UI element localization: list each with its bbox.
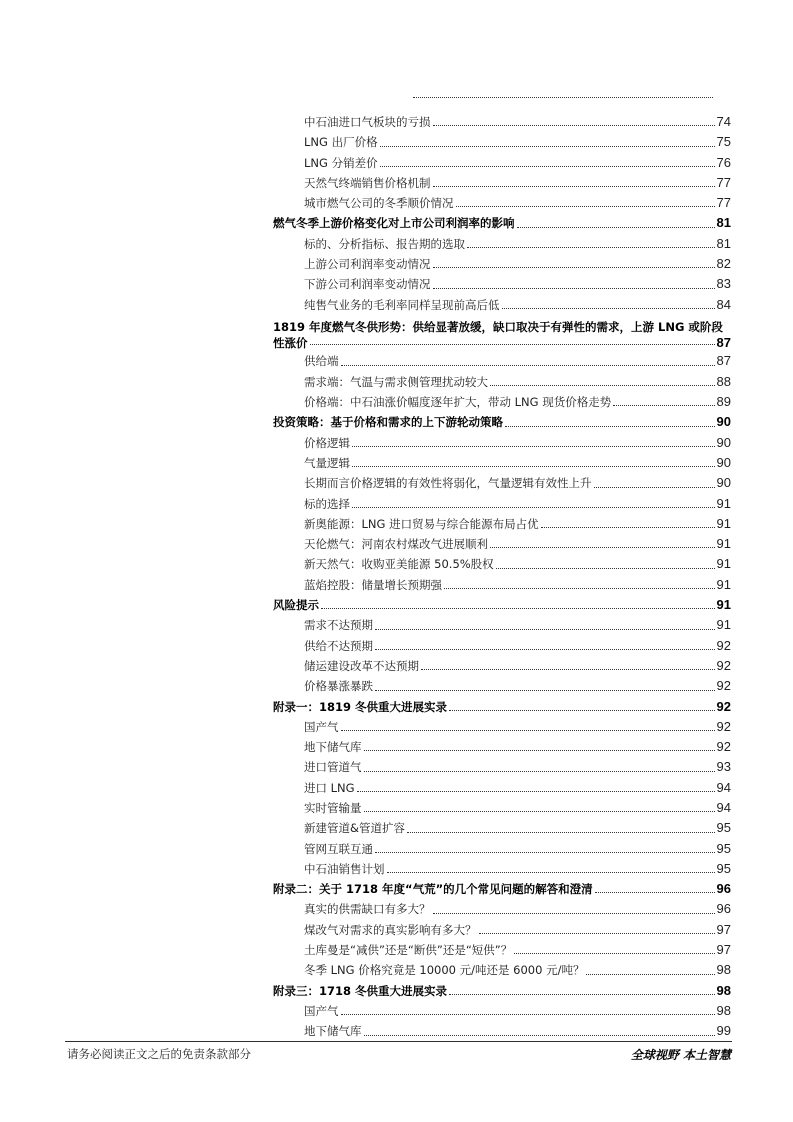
dot-leader xyxy=(352,446,715,447)
toc-entry-title: 国产气 xyxy=(304,719,339,734)
toc-section-entry[interactable] xyxy=(273,697,731,717)
toc-page-number: 90 xyxy=(716,454,731,470)
toc-entry-title: 附录一：1819 冬供重大进展实录 xyxy=(273,699,448,714)
toc-subsection-entry[interactable] xyxy=(273,798,731,818)
toc-entry-title: 真实的供需缺口有多大？ xyxy=(304,902,431,917)
dot-leader xyxy=(364,750,715,751)
toc-subsection-entry[interactable] xyxy=(273,254,731,274)
toc-entry-title: 供给端 xyxy=(304,354,339,369)
toc-subsection-entry[interactable] xyxy=(273,717,731,737)
toc-page-number: 91 xyxy=(716,515,731,531)
toc-entry-title: 冬季 LNG 价格究竟是 10000 元/吨还是 6000 元/吨？ xyxy=(304,963,585,978)
table-of-contents xyxy=(273,112,731,1042)
dot-leader xyxy=(375,690,715,691)
dot-leader xyxy=(341,365,715,366)
toc-entry-title: 国产气 xyxy=(304,1003,339,1018)
toc-page-number: 91 xyxy=(716,576,731,592)
toc-entry-title: 中石油销售计划 xyxy=(304,861,385,876)
toc-page-number: 98 xyxy=(716,962,731,978)
toc-page-number: 92 xyxy=(716,657,731,673)
toc-subsection-entry[interactable] xyxy=(273,112,731,132)
toc-subsection-entry[interactable] xyxy=(273,392,731,412)
toc-page-number: 90 xyxy=(716,475,731,491)
toc-section-entry[interactable] xyxy=(273,213,731,233)
toc-entry-title: 价格逻辑 xyxy=(304,435,350,450)
toc-subsection-entry[interactable] xyxy=(273,132,731,152)
toc-entry-title: 燃气冬季上游价格变化对上市公司利润率的影响 xyxy=(273,216,515,231)
dot-leader xyxy=(341,1014,715,1015)
footer-disclaimer: 请务必阅读正文之后的免责条款部分 xyxy=(67,1047,251,1061)
toc-page-number: 87 xyxy=(716,335,731,351)
dot-leader xyxy=(364,811,715,812)
toc-section-entry[interactable] xyxy=(273,412,731,432)
dot-leader xyxy=(541,527,715,528)
dot-leader xyxy=(380,166,715,167)
toc-entry-title: 煤改气对需求的真实影响有多大？ xyxy=(304,922,477,937)
toc-subsection-entry[interactable] xyxy=(273,757,731,777)
toc-entry-title: 上游公司利润率变动情况 xyxy=(304,257,431,272)
toc-entry-title: 投资策略：基于价格和需求的上下游轮动策略 xyxy=(273,415,503,430)
dot-leader xyxy=(352,466,715,467)
toc-subsection-entry[interactable] xyxy=(273,656,731,676)
dot-leader xyxy=(505,426,715,427)
toc-page-number: 75 xyxy=(716,134,731,150)
dot-leader xyxy=(364,771,715,772)
toc-entry-title: 地下储气库 xyxy=(304,1024,362,1039)
toc-page-number: 94 xyxy=(716,800,731,815)
dot-leader xyxy=(502,308,715,309)
toc-page-number: 92 xyxy=(716,678,731,694)
toc-entry-title: 需求端：气温与需求侧管理扰动较大 xyxy=(304,374,488,389)
toc-entry-title: 标的选择 xyxy=(304,496,350,511)
toc-subsection-entry[interactable] xyxy=(273,193,731,213)
dot-leader xyxy=(517,227,715,228)
toc-subsection-entry[interactable] xyxy=(273,173,731,193)
toc-subsection-entry[interactable] xyxy=(273,234,731,254)
toc-section-entry[interactable] xyxy=(273,595,731,615)
toc-subsection-entry[interactable] xyxy=(273,514,731,534)
toc-subsection-entry[interactable] xyxy=(273,372,731,392)
toc-page-number: 87 xyxy=(716,353,731,369)
toc-subsection-entry[interactable] xyxy=(273,534,731,554)
dot-leader xyxy=(444,588,715,589)
footer-divider xyxy=(65,1041,732,1042)
toc-entry-title: 下游公司利润率变动情况 xyxy=(304,277,431,292)
toc-page-number: 81 xyxy=(716,235,731,251)
toc-subsection-entry[interactable] xyxy=(273,453,731,473)
dot-leader xyxy=(375,629,715,630)
toc-entry-title: 价格端：中石油涨价幅度逐年扩大，带动 LNG 现货价格走势 xyxy=(304,395,612,410)
toc-subsection-entry[interactable] xyxy=(273,818,731,838)
dot-leader xyxy=(594,487,715,488)
toc-entry-title: LNG 出厂价格 xyxy=(304,135,378,150)
toc-entry-title: 纯售气业务的毛利率同样呈现前高后低 xyxy=(304,297,500,312)
toc-subsection-entry[interactable] xyxy=(273,433,731,453)
dot-leader xyxy=(341,730,715,731)
toc-subsection-entry[interactable] xyxy=(273,899,731,919)
dot-leader xyxy=(433,125,715,126)
dot-leader xyxy=(449,994,715,995)
toc-subsection-entry[interactable] xyxy=(273,274,731,294)
toc-page-number: 76 xyxy=(716,154,731,170)
toc-entry-title: 气量逻辑 xyxy=(304,455,350,470)
toc-page-number: 82 xyxy=(716,256,731,272)
toc-subsection-entry[interactable] xyxy=(273,295,731,315)
toc-entry-title-continued: 性涨价 xyxy=(273,336,308,351)
dot-leader xyxy=(449,710,715,711)
toc-subsection-entry[interactable] xyxy=(273,859,731,879)
toc-entry-title: LNG 分销差价 xyxy=(304,155,378,170)
footer-slogan: 全球视野 本土智慧 xyxy=(630,1048,731,1062)
toc-section-entry[interactable] xyxy=(273,981,731,1001)
toc-entry-title: 实时管输量 xyxy=(304,801,362,815)
toc-entry-title: 供给不达预期 xyxy=(304,638,373,653)
dot-leader xyxy=(433,288,715,289)
dot-leader xyxy=(407,832,715,833)
toc-subsection-entry[interactable] xyxy=(273,351,731,371)
toc-subsection-entry[interactable] xyxy=(273,960,731,980)
toc-subsection-entry[interactable] xyxy=(273,920,731,940)
toc-entry-title: 标的、分析指标、报告期的选取 xyxy=(304,236,465,251)
toc-subsection-entry[interactable] xyxy=(273,737,731,757)
toc-page-number: 77 xyxy=(716,195,731,211)
toc-subsection-entry[interactable] xyxy=(273,473,731,493)
toc-subsection-entry[interactable] xyxy=(273,778,731,798)
dot-leader xyxy=(613,405,714,406)
toc-page-number: 91 xyxy=(716,597,731,613)
toc-entry-title: 长期而言价格逻辑的有效性将弱化，气量逻辑有效性上升 xyxy=(304,476,592,491)
toc-subsection-entry[interactable] xyxy=(273,839,731,859)
toc-entry-title: 土库曼是“减供”还是“断供”还是“短供”？ xyxy=(304,943,513,958)
toc-page-number: 91 xyxy=(716,536,731,552)
toc-entry-title: 风险提示 xyxy=(273,598,319,613)
dot-leader xyxy=(421,669,715,670)
toc-subsection-entry[interactable] xyxy=(273,636,731,656)
dot-leader xyxy=(364,1035,715,1036)
toc-entry-title: 地下储气库 xyxy=(304,740,362,755)
dot-leader xyxy=(595,892,715,893)
toc-page-number: 91 xyxy=(716,556,731,572)
toc-section-entry[interactable] xyxy=(273,879,731,899)
toc-subsection-entry[interactable] xyxy=(273,1001,731,1021)
dot-leader xyxy=(456,206,715,207)
toc-page-number: 96 xyxy=(716,901,731,917)
toc-page-number: 81 xyxy=(716,215,731,231)
toc-entry-title: 进口管道气 xyxy=(304,760,362,775)
dot-leader xyxy=(321,608,715,609)
toc-page-number: 95 xyxy=(716,860,731,876)
toc-page-number: 89 xyxy=(716,394,731,410)
toc-page-number: 91 xyxy=(716,495,731,511)
toc-entry-title: 城市燃气公司的冬季顺价情况 xyxy=(304,196,454,211)
toc-entry-title: 新奥能源：LNG 进口贸易与综合能源布局占优 xyxy=(304,516,539,531)
dot-leader xyxy=(352,507,715,508)
toc-subsection-entry[interactable] xyxy=(273,676,731,696)
toc-entry-title: 新天然气：收购亚美能源 50.5%股权 xyxy=(304,557,494,572)
toc-entry-title: 进口 LNG xyxy=(304,780,355,795)
toc-page-number: 95 xyxy=(716,840,731,856)
dot-leader xyxy=(310,344,715,345)
toc-leader-continuation xyxy=(413,97,713,98)
toc-entry-title: 需求不达预期 xyxy=(304,618,373,633)
toc-subsection-entry[interactable] xyxy=(273,554,731,574)
toc-entry-title: 储运建设改革不达预期 xyxy=(304,658,419,673)
toc-page-number: 95 xyxy=(716,820,731,836)
toc-page-number: 92 xyxy=(716,637,731,653)
toc-page-number: 94 xyxy=(716,779,731,795)
toc-subsection-entry[interactable] xyxy=(273,615,731,635)
toc-page-number: 97 xyxy=(716,921,731,937)
toc-page-number: 90 xyxy=(716,434,731,450)
toc-entry-title: 中石油进口气板块的亏损 xyxy=(304,115,431,129)
toc-entry-title: 天然气终端销售价格机制 xyxy=(304,175,431,190)
toc-page-number: 92 xyxy=(716,718,731,734)
dot-leader xyxy=(479,933,715,934)
toc-page-number: 98 xyxy=(716,1002,731,1018)
toc-page-number: 92 xyxy=(716,698,731,714)
toc-page-number: 98 xyxy=(716,982,731,998)
toc-subsection-entry[interactable] xyxy=(273,153,731,173)
toc-subsection-entry[interactable] xyxy=(273,940,731,960)
toc-page-number: 97 xyxy=(716,942,731,958)
toc-entry-title: 新建管道&管道扩容 xyxy=(304,821,405,836)
toc-page-number: 83 xyxy=(716,276,731,292)
toc-page-number: 93 xyxy=(716,759,731,775)
dot-leader xyxy=(586,974,714,975)
dot-leader xyxy=(490,547,715,548)
dot-leader xyxy=(496,568,715,569)
toc-page-number: 96 xyxy=(716,881,731,897)
toc-entry-title: 1819 年度燃气冬供形势：供给显著放缓，缺口取决于有弹性的需求，上游 LNG 或阶段 xyxy=(273,320,723,335)
toc-page-number: 90 xyxy=(716,414,731,430)
toc-entry-title: 天伦燃气：河南农村煤改气进展顺利 xyxy=(304,537,488,552)
toc-entry-title: 附录二：关于 1718 年度“气荒”的几个常见问题的解答和澄清 xyxy=(273,882,593,897)
toc-subsection-entry[interactable] xyxy=(273,494,731,514)
toc-page-number: 74 xyxy=(716,114,731,129)
toc-subsection-entry[interactable] xyxy=(273,575,731,595)
toc-page-number: 88 xyxy=(716,373,731,389)
dot-leader xyxy=(387,872,715,873)
dot-leader xyxy=(375,649,715,650)
toc-page-number: 84 xyxy=(716,296,731,312)
dot-leader xyxy=(375,852,715,853)
dot-leader xyxy=(433,913,715,914)
toc-entry-title: 附录三：1718 冬供重大进展实录 xyxy=(273,983,448,998)
toc-entry-title: 蓝焰控股：储量增长预期强 xyxy=(304,577,442,592)
toc-entry-title: 价格暴涨暴跌 xyxy=(304,679,373,694)
dot-leader xyxy=(514,953,714,954)
dot-leader xyxy=(357,791,715,792)
toc-page-number: 99 xyxy=(716,1023,731,1039)
dot-leader xyxy=(490,385,715,386)
toc-page-number: 92 xyxy=(716,739,731,755)
toc-page-number: 77 xyxy=(716,174,731,190)
dot-leader xyxy=(433,267,715,268)
dot-leader xyxy=(433,186,715,187)
dot-leader xyxy=(467,247,715,248)
toc-entry-title: 管网互联互通 xyxy=(304,841,373,856)
dot-leader xyxy=(380,146,715,147)
toc-subsection-entry[interactable] xyxy=(273,1021,731,1041)
toc-page-number: 91 xyxy=(716,617,731,633)
toc-section-entry[interactable] xyxy=(273,315,731,352)
